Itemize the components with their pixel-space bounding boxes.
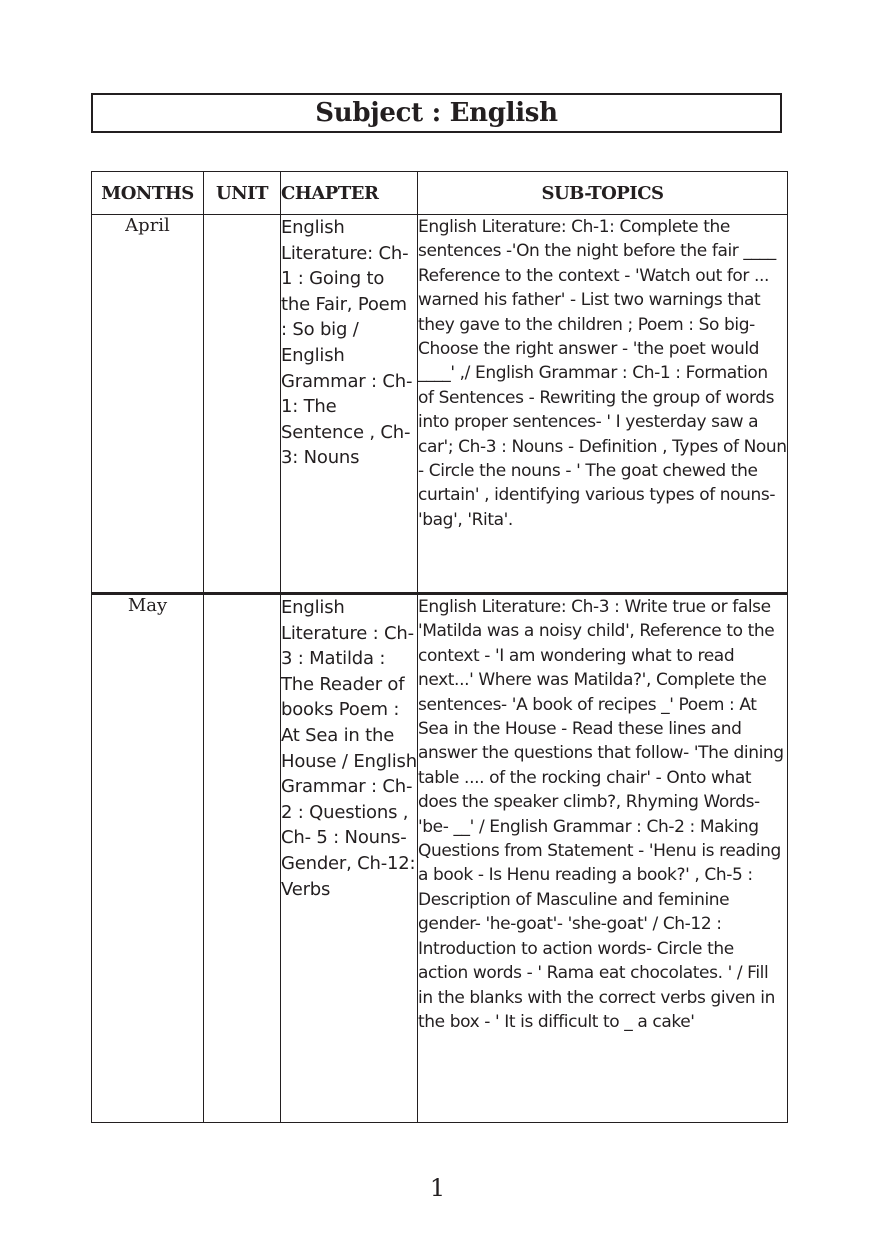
header-months: MONTHS (92, 172, 204, 215)
header-subtopics: SUB-TOPICS (418, 172, 788, 215)
table-row (92, 594, 788, 1123)
page-number: 1 (429, 1174, 446, 1202)
unit-cell (204, 594, 281, 1123)
table-row (92, 215, 788, 594)
subtopics-cell: English Literature: Ch-3 : Write true or false 'Matilda was a noisy child', Reference to the context - 'I am wondering what to read next...' Where was Matilda?', Complete the sentences- 'A book of recipes _' Poem : At Sea in the House - Read these lines and answer the questions that follow- 'The dining table .... of the rocking chair' - Onto what does the speaker climb?, Rhyming Words- 'be- __' / English Grammar : Ch-2 : Making Questions from Statement - 'Henu is reading a book - Is Henu reading a book?' , Ch-5 : Description of Masculine and feminine gender- 'he-goat'- 'she-goat' / Ch-12 : Introduction to action words- Circle the action words - ' Rama eat chocolates. ' / Fill in the blanks with the correct verbs given in the box - ' It is difficult to _ a cake' (418, 594, 788, 1123)
chapter-cell: English Literature: Ch-1 : Going to the Fair, Poem : So big / English Grammar : Ch-1: The Sentence , Ch-3: Nouns (281, 215, 418, 594)
subject-title: Subject : English (315, 98, 558, 128)
subject-title-box (91, 93, 782, 133)
header-unit: UNIT (204, 172, 281, 215)
month-cell: May (92, 594, 204, 1123)
syllabus-table (91, 171, 788, 1123)
subtopics-cell: English Literature: Ch-1: Complete the sentences -'On the night before the fair ____ Reference to the context - 'Watch out for ... warned his father' - List two warnings that they gave to the children ; Poem : So big- Choose the right answer - 'the poet would ____' ,/ English Grammar : Ch-1 : Formation of Sentences - Rewriting the group of words into proper sentences- ' I yesterday saw a car'; Ch-3 : Nouns - Definition , Types of Noun - Circle the nouns - ' The goat chewed the curtain' , identifying various types of nouns- 'bag', 'Rita'. (418, 215, 788, 594)
table-header-row (92, 172, 788, 215)
unit-cell (204, 215, 281, 594)
month-cell: April (92, 215, 204, 594)
chapter-cell: English Literature : Ch-3 : Matilda : The Reader of books Poem : At Sea in the House / English Grammar : Ch-2 : Questions , Ch- 5 : Nouns- Gender, Ch-12: Verbs (281, 594, 418, 1123)
header-chapter: CHAPTER (281, 172, 418, 215)
